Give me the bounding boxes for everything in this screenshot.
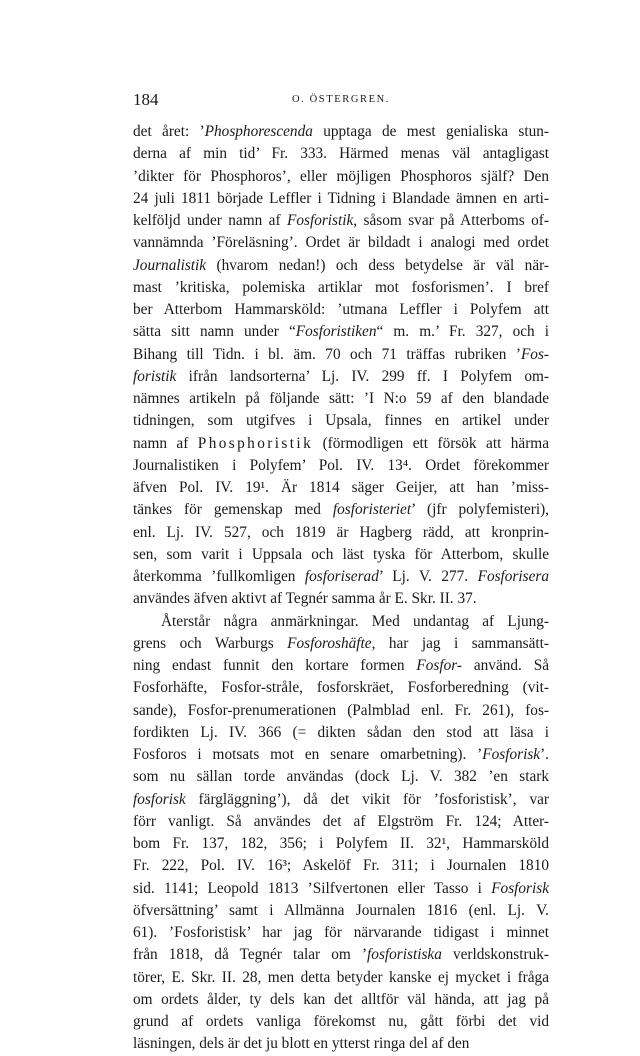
- text-line: ber Atterbom Hammarsköld: ’utmana Leffler i Polyfem att: [133, 301, 549, 318]
- text-line: Återstår några anmärkningar. Med undantag af Ljung-: [161, 612, 549, 630]
- text-line: användes äfven aktivt af Tegnér samma år E. Skr. II. 37.: [133, 590, 477, 608]
- page-number: 184: [133, 90, 159, 109]
- text-line: bom Fr. 137, 182, 356; i Polyfem II. 32¹, Hammarsköld: [133, 835, 549, 852]
- text-line: törer, E. Skr. II. 28, men detta betyder kanske ej mycket i fråga: [133, 968, 549, 986]
- text-line: vannämnda ’Föreläsning’. Ordet är bildadt i analogi med ordet: [133, 234, 549, 252]
- text-line: Journalistiken i Polyfem’ Pol. IV. 13⁴. Ordet förekommer: [133, 456, 549, 474]
- text-line: sande), Fosfor-prenumerationen (Palmblad enl. Fr. 261), fos-: [133, 701, 549, 719]
- text-line: grund af ordets vanliga förekomst nu, gått förbi det vid: [133, 1013, 549, 1030]
- text-line: sätta sitt namn under “Fosforistiken“ m. m.’ Fr. 327, och i: [133, 323, 550, 341]
- text-line: foristik ifrån landsorterna’ Lj. IV. 299 ff. I Polyfem om-: [133, 367, 549, 385]
- text-line: som nu sällan torde användas (dock Lj. V. 382 ’en stark: [133, 768, 549, 786]
- text-line: återkomma ’fullkomligen fosforiserad’ Lj. V. 277. Fosforisera: [133, 568, 549, 585]
- text-line: Fosforos i motsats mot en senare omarbetning). ’Fosforisk’.: [133, 746, 549, 763]
- text-line: äfven Pol. IV. 19¹. Är 1814 säger Geijer, att han ’miss-: [133, 479, 549, 496]
- text-line: 24 juli 1811 började Leffler i Tidning i Blandade ämnen en arti-: [133, 189, 549, 207]
- text-line: sen, som varit i Uppsala och läst tyska för Atterbom, skulle: [133, 545, 549, 563]
- text-line: från 1818, då Tegnér talar om ’fosforistiska verldskonstruk-: [133, 946, 549, 964]
- text-line: förr vanligt. Så användes det af Elgström Fr. 124; Atter-: [133, 812, 549, 830]
- text-line: det året: ’Phosphorescenda upptaga de mest genialiska stun-: [133, 123, 550, 140]
- text-line: Fr. 222, Pol. IV. 16³; Askelöf Fr. 311; i Journalen 1810: [133, 857, 549, 875]
- text-line: enl. Lj. IV. 527, och 1819 är Hagberg rädd, att kronprin-: [133, 523, 549, 541]
- text-line: Fosforhäfte, Fosfor-stråle, fosforskräet, Fosforberedning (vit-: [133, 679, 549, 697]
- text-line: grens och Warburgs Fosforoshäfte, har jag i sammansätt-: [133, 634, 550, 652]
- text-line: 61). ’Fosforistisk’ har jag för närvarande tidigast i minnet: [133, 924, 549, 941]
- text-line: derna af min tid’ Fr. 333. Härmed menas väl antagligast: [133, 145, 549, 163]
- running-head: O. ÖSTERGREN.: [291, 94, 391, 105]
- text-line: läsningen, dels är det ju blott en ytterst ringa del af den: [133, 1035, 470, 1053]
- text-line: fordikten Lj. IV. 366 (= dikten sådan den stod att läsa i: [133, 723, 549, 741]
- text-line: mast ’kritiska, polemiska artiklar mot fosforismen’. I bref: [133, 278, 549, 296]
- text-line: Journalistik (hvarom nedan!) och dess betydelse är väl när-: [133, 256, 549, 274]
- page-header: [133, 90, 549, 112]
- text-line: öfversättning’ samt i Allmänna Journalen 1816 (enl. Lj. V.: [133, 901, 549, 919]
- text-line: tänkes för gemenskap med fosforisteriet’ (jfr polyfemisteri),: [133, 501, 549, 519]
- text-line: Bihang till Tidn. i bl. äm. 70 och 71 träffas rubriken ’Fos-: [133, 345, 549, 363]
- text-line: tidningen, som utgifves i Upsala, finnes en artikel under: [133, 412, 549, 430]
- text-line: fosforisk färgläggning’), då det vikit för ’fosforistisk’, var: [133, 790, 549, 808]
- body-text: [133, 121, 549, 1056]
- text-line: ’dikter för Phosphoros’, eller möjligen Phosphoros själf? Den: [133, 167, 549, 185]
- text-line: namn af Phosphoristik (förmodligen ett försök att härma: [133, 434, 549, 452]
- text-line: nämnes artikeln på följande sätt: ’I N:o 59 af den blandade: [133, 390, 549, 407]
- text-line: sid. 1141; Leopold 1813 ’Silfvertonen eller Tasso i Fosforisk: [133, 879, 549, 897]
- text-line: kelföljd under namn af Fosforistik, såsom svar på Atterboms of-: [133, 212, 549, 229]
- text-line: om ordets ålder, ty dels kan det alltför väl hända, att jag på: [133, 990, 549, 1008]
- text-line: ning endast funnit den kortare formen Fosfor- använd. Så: [133, 657, 549, 674]
